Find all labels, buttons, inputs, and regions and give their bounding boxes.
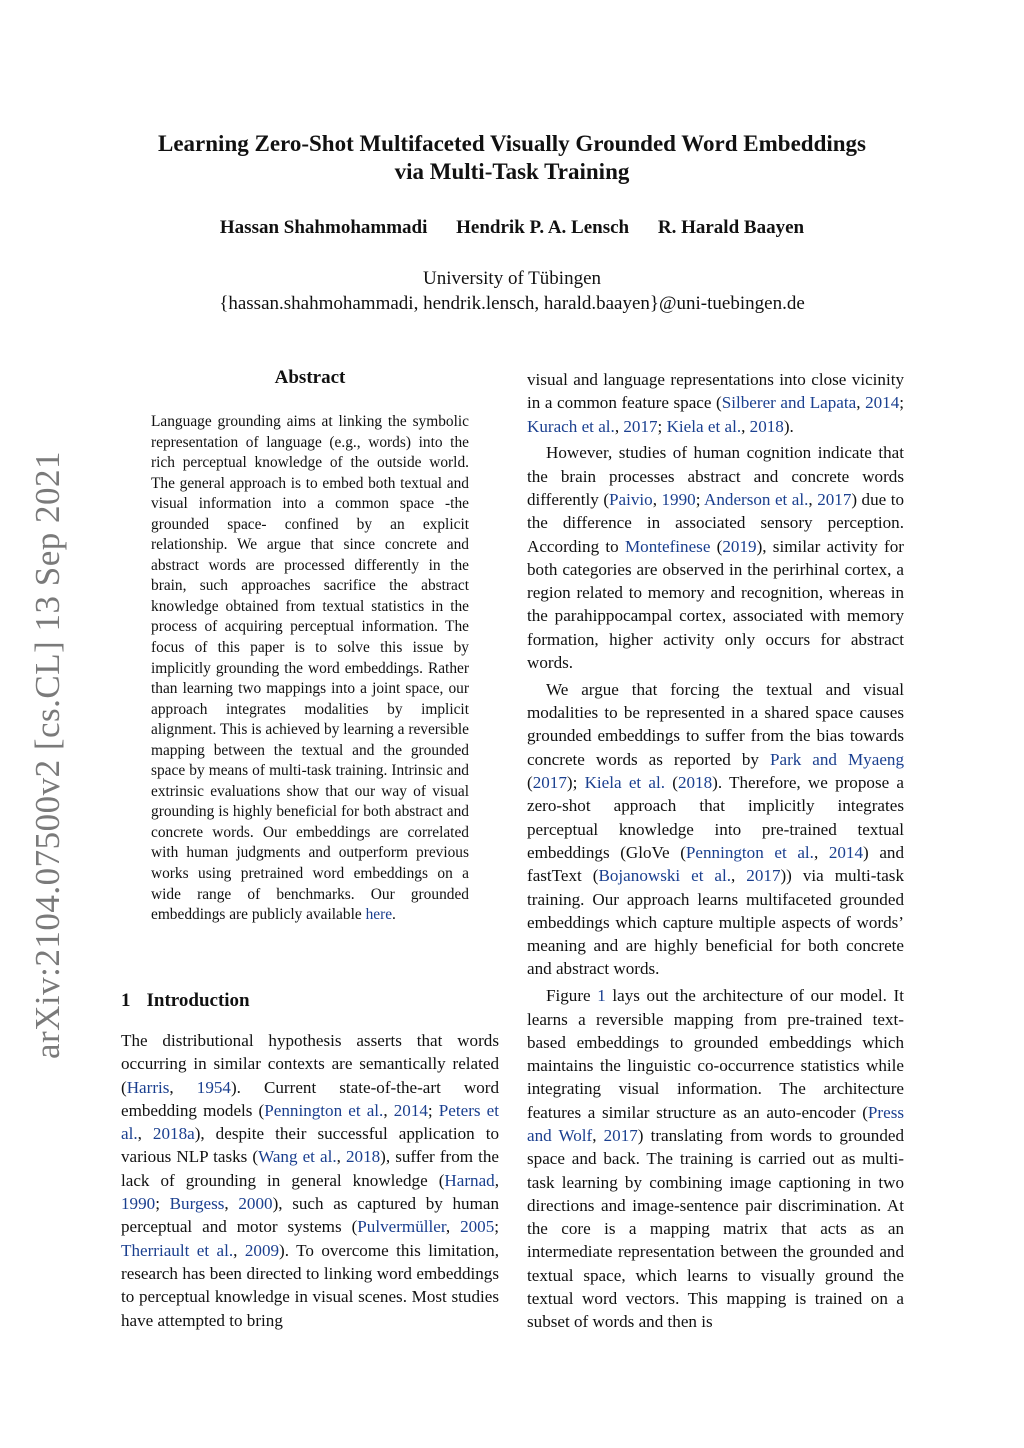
body-text: ( xyxy=(527,773,533,793)
citation-link[interactable]: Park and Myaeng xyxy=(769,749,904,769)
body-text: , xyxy=(445,1217,461,1237)
body-text: ) due to the difference in associated sensory perception. According to xyxy=(527,489,905,556)
citation-link[interactable]: 2018a xyxy=(152,1124,195,1144)
author-name: Hendrik P. A. Lensch xyxy=(456,217,630,238)
body-text: ( xyxy=(665,773,678,793)
citation-link[interactable]: 2005 xyxy=(460,1217,495,1237)
citation-link[interactable]: 2019 xyxy=(722,536,757,556)
citation-link[interactable]: 2014 xyxy=(865,393,900,413)
citation-link[interactable]: Anderson et al. xyxy=(704,489,809,509)
section-heading xyxy=(121,990,250,1012)
body-text: ) and fastText ( xyxy=(527,842,904,886)
body-text: ; xyxy=(695,489,704,509)
body-text: ; xyxy=(155,1194,170,1214)
citation-link[interactable]: Harnad xyxy=(444,1170,495,1190)
body-text: However, studies of human cognition indicate that the brain processes abstract and concrete words differently ( xyxy=(527,443,904,509)
affiliation: University of Tübingen xyxy=(422,268,601,289)
paragraph xyxy=(527,678,904,981)
body-text: ); xyxy=(566,773,585,793)
citation-link[interactable]: 2017 xyxy=(603,1126,638,1145)
body-text: ( xyxy=(710,536,723,556)
paragraph xyxy=(527,368,904,438)
citation-link[interactable]: 2014 xyxy=(393,1100,428,1120)
citation-link[interactable]: Paivio xyxy=(609,489,653,509)
body-text: )) via multi-task training. Our approach learns multifaceted grounded embeddings which capture multiple aspects of words’ meaning and are highly beneficial for both concrete and abstract words. xyxy=(527,866,905,979)
body-text: ). xyxy=(783,416,794,436)
left-column-text xyxy=(121,1029,499,1332)
citation-link[interactable]: Wang et al. xyxy=(258,1147,337,1167)
section-title: Introduction xyxy=(146,990,250,1011)
body-text: , xyxy=(336,1147,346,1167)
body-text: , xyxy=(813,842,829,862)
citation-link[interactable]: 1990 xyxy=(661,489,696,509)
citation-link[interactable]: 2017 xyxy=(532,773,567,793)
affiliation-block xyxy=(100,266,924,316)
author-name: Hassan Shahmohammadi xyxy=(219,217,428,238)
body-text: , xyxy=(233,1240,245,1260)
title-line-2: via Multi-Task Training xyxy=(394,159,630,184)
body-text: ; xyxy=(657,416,667,436)
citation-link[interactable]: Therriault et al. xyxy=(121,1240,234,1260)
right-column-text xyxy=(527,368,904,1337)
arxiv-id: arXiv:2104.07500v2 [cs.CL] 13 Sep 2021 xyxy=(28,450,67,1060)
citation-link[interactable]: Bojanowski et al. xyxy=(598,866,732,886)
body-text: , xyxy=(169,1077,197,1097)
body-text: ). To overcome this limitation, research has been directed to linking word embeddings to perceptual knowledge in visual scenes. Most studies have attempted to bring xyxy=(121,1240,499,1330)
author-list xyxy=(100,217,924,239)
body-text: ). Current state-of-the-art word embedding models ( xyxy=(121,1077,500,1120)
citation-link[interactable]: 2014 xyxy=(828,842,864,862)
body-text: Figure xyxy=(546,986,598,1006)
citation-link[interactable]: 1 xyxy=(597,986,606,1006)
citation-link[interactable]: 1990 xyxy=(121,1194,156,1214)
citation-link[interactable]: 2017 xyxy=(623,416,658,436)
citation-link[interactable]: 2000 xyxy=(238,1194,273,1214)
body-text: , xyxy=(731,866,747,886)
citation-link[interactable]: 2018 xyxy=(345,1147,381,1167)
body-text: , xyxy=(856,393,866,413)
citation-link[interactable]: Montefinese xyxy=(624,536,711,556)
title-line-1: Learning Zero-Shot Multifaceted Visually Grounded Word Embeddings xyxy=(158,131,866,156)
citation-link[interactable]: 2017 xyxy=(746,866,781,886)
section-number: 1 xyxy=(121,990,131,1011)
body-text: , xyxy=(741,416,750,436)
arxiv-sidebar xyxy=(26,450,70,1060)
citation-link[interactable]: Kurach et al. xyxy=(527,416,615,436)
body-text: The distributional hypothesis asserts that words occurring in similar contexts are semantically related ( xyxy=(121,1031,499,1097)
citation-link[interactable]: Kiela et al. xyxy=(666,416,742,436)
citation-link[interactable]: Press and Wolf xyxy=(527,1102,904,1145)
paper-title xyxy=(100,130,924,186)
body-text: ; xyxy=(899,393,904,413)
citation-link[interactable]: 2018 xyxy=(677,773,713,793)
citation-link[interactable]: Pennington et al. xyxy=(685,842,814,862)
citation-link[interactable]: Harris xyxy=(126,1077,170,1097)
body-text: ), despite their successful application to various NLP tasks ( xyxy=(121,1124,499,1167)
citation-link[interactable]: Silberer and Lapata xyxy=(721,393,857,413)
citation-link[interactable]: 1954 xyxy=(196,1077,231,1097)
body-text: ; xyxy=(494,1217,499,1237)
author-name: R. Harald Baayen xyxy=(657,217,805,238)
paragraph xyxy=(527,984,904,1333)
abstract-body xyxy=(151,412,469,926)
body-text: ), suffer from the lack of grounding in general knowledge ( xyxy=(121,1147,499,1190)
body-text: ; xyxy=(427,1100,439,1120)
citation-link[interactable]: Kiela et al. xyxy=(584,773,666,793)
citation-link[interactable]: Pennington et al. xyxy=(264,1100,384,1120)
body-text: , xyxy=(137,1124,153,1144)
body-text: , xyxy=(383,1100,394,1120)
citation-link[interactable]: Pulvermüller xyxy=(357,1217,446,1237)
body-text: , xyxy=(614,416,624,436)
body-text: , xyxy=(808,489,818,509)
body-text: , xyxy=(652,489,662,509)
citation-link[interactable]: Peters et al. xyxy=(121,1100,500,1144)
body-text: ) translating from words to grounded space and back. The training is carried out as multi-task learning by combining image captioning in two directions and image-sentence pair discrimination. At the core is a mapping matrix that acts as an intermediate representation between the grounded and textual space, which learns to visually ground the textual word vectors. This mapping is trained on a subset of words and then is xyxy=(527,1126,904,1332)
abstract-text: Language grounding aims at linking the symbolic representation of language (e.g., words) into the rich perceptual knowledge of the outside world. The general approach is to embed both textual and visual information into a common space -the grounded space- confined by an explicit relationship. We argue that since concrete and abstract words are processed differently in the brain, such approaches sacrifice the abstract knowledge obtained from textual statistics in the process of acquiring perceptual information. The focus of this paper is to solve this issue by implicitly grounding the word embeddings. Rather than learning two mappings into a joint space, our approach integrates modalities by implicit alignment. This is achieved by learning a reversible mapping between the textual and the grounded space by means of multi-task training. Intrinsic and extrinsic evaluations show that our way of visual grounding is highly beneficial for both abstract and concrete words. Our embeddings are correlated with human judgments and outperform previous works using pretrained word embeddings on a wide range of benchmarks. Our grounded embeddings are publicly available xyxy=(151,413,469,924)
abstract-link[interactable]: here xyxy=(365,906,393,924)
abstract-heading: Abstract xyxy=(274,367,346,388)
body-text: , xyxy=(592,1126,604,1145)
body-text: We argue that forcing the textual and visual modalities to be represented in a shared space causes grounded embeddings to suffer from the bias towards concrete words as reported by xyxy=(527,679,904,769)
body-text: ). Therefore, we propose a zero-shot approach that implicitly integrates perceptual knowledge into pre-trained textual embeddings (GloVe ( xyxy=(527,773,905,862)
body-text: ), similar activity for both categories are observed in the perirhinal cortex, a region related to memory and recognition, whereas in the parahippocampal cortex, associated with memory formation, higher activity only occurs for abstract words. xyxy=(527,536,904,673)
body-text: lays out the architecture of our model. It learns a reversible mapping from pre-trained text-based embeddings to grounded embeddings which maintains the linguistic co-occurrence statistics while integrating visual information. The architecture features a similar structure as an auto-encoder ( xyxy=(527,986,904,1122)
author-emails: {hassan.shahmohammadi, hendrik.lensch, harald.baayen}@uni-tuebingen.de xyxy=(219,293,805,314)
body-text: ), such as captured by human perceptual and motor systems ( xyxy=(121,1194,499,1237)
paragraph xyxy=(527,441,904,674)
citation-link[interactable]: 2017 xyxy=(817,489,852,509)
citation-link[interactable]: Burgess xyxy=(169,1194,225,1214)
body-text: , xyxy=(224,1194,239,1214)
body-text: visual and language representations into close vicinity in a common feature space ( xyxy=(527,370,904,413)
citation-link[interactable]: 2018 xyxy=(749,416,784,436)
body-text: , xyxy=(494,1170,499,1190)
citation-link[interactable]: 2009 xyxy=(244,1240,280,1260)
abstract-end: . xyxy=(392,906,396,924)
